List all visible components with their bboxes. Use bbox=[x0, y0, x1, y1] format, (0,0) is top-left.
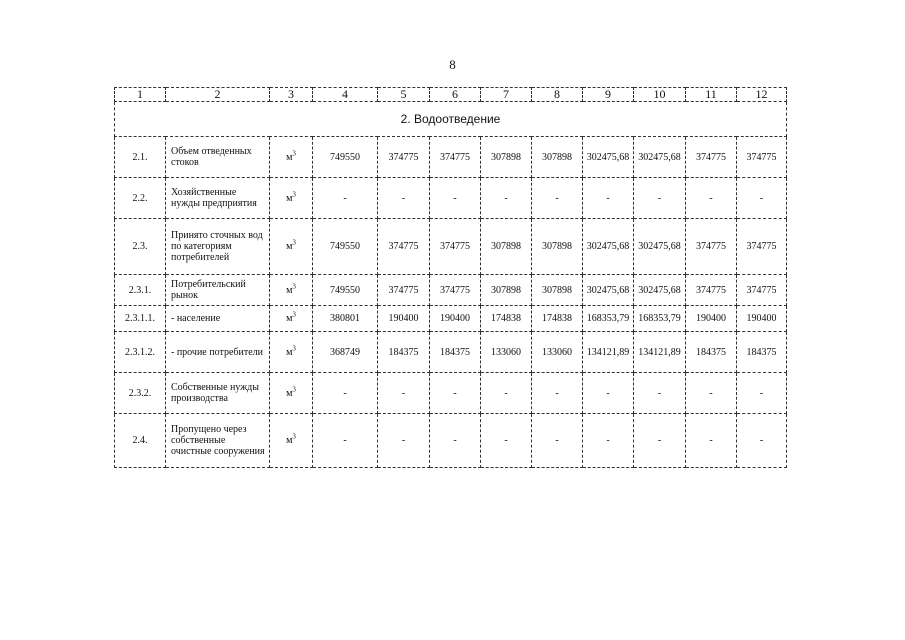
value-cell: - bbox=[634, 373, 686, 414]
row-name: Собственные нужды производства bbox=[166, 373, 270, 414]
value-cell: 184375 bbox=[737, 332, 787, 373]
row-name: Потребительский рынок bbox=[166, 275, 270, 306]
value-cell: 749550 bbox=[313, 275, 378, 306]
value-cell: - bbox=[686, 373, 737, 414]
value-cell: 302475,68 bbox=[634, 137, 686, 178]
value-cell: - bbox=[430, 414, 481, 468]
value-cell: 374775 bbox=[686, 137, 737, 178]
unit-exponent: 3 bbox=[292, 385, 296, 394]
value-cell: - bbox=[686, 178, 737, 219]
unit-base: м bbox=[286, 241, 293, 252]
value-cell: - bbox=[313, 178, 378, 219]
unit-exponent: 3 bbox=[292, 344, 296, 353]
column-index-cell: 1 bbox=[115, 88, 166, 102]
unit-base: м bbox=[286, 192, 293, 204]
row-number: 2.3.2. bbox=[115, 373, 166, 414]
water-disposal-table bbox=[114, 87, 787, 468]
column-index-cell: 12 bbox=[737, 88, 787, 102]
value-cell: 307898 bbox=[481, 275, 532, 306]
value-cell: 307898 bbox=[532, 275, 583, 306]
value-cell: 184375 bbox=[430, 332, 481, 373]
unit-cell bbox=[270, 219, 313, 275]
page-number: 8 bbox=[449, 57, 456, 72]
value-cell: 307898 bbox=[532, 137, 583, 178]
value-cell: 374775 bbox=[430, 219, 481, 275]
table-row bbox=[115, 178, 787, 219]
value-cell: 168353,79 bbox=[634, 306, 686, 332]
value-cell: - bbox=[313, 373, 378, 414]
section-header-row bbox=[115, 102, 787, 137]
column-index-cell: 3 bbox=[270, 88, 313, 102]
column-index-row bbox=[115, 88, 787, 102]
unit-base: м bbox=[286, 346, 293, 358]
table-row bbox=[115, 219, 787, 275]
value-cell: - bbox=[313, 414, 378, 468]
value-cell: - bbox=[430, 373, 481, 414]
unit-exponent: 3 bbox=[292, 149, 296, 158]
value-cell: 307898 bbox=[532, 219, 583, 275]
column-index-cell: 8 bbox=[532, 88, 583, 102]
column-index-cell: 6 bbox=[430, 88, 481, 102]
value-cell: 374775 bbox=[686, 275, 737, 306]
value-cell: 184375 bbox=[686, 332, 737, 373]
table-row bbox=[115, 332, 787, 373]
value-cell: 184375 bbox=[378, 332, 430, 373]
table-row bbox=[115, 137, 787, 178]
value-cell: - bbox=[583, 373, 634, 414]
unit-base: м bbox=[286, 313, 293, 324]
value-cell: 368749 bbox=[313, 332, 378, 373]
unit-cell bbox=[270, 332, 313, 373]
value-cell: - bbox=[634, 414, 686, 468]
row-number: 2.1. bbox=[115, 137, 166, 178]
value-cell: - bbox=[583, 414, 634, 468]
section-title: 2. Водоотведение bbox=[115, 102, 787, 137]
value-cell: - bbox=[532, 178, 583, 219]
value-cell: - bbox=[634, 178, 686, 219]
value-cell: 374775 bbox=[430, 137, 481, 178]
table-row bbox=[115, 414, 787, 468]
unit-cell bbox=[270, 373, 313, 414]
row-name: - прочие потребители bbox=[166, 332, 270, 373]
row-number: 2.3.1.1. bbox=[115, 306, 166, 332]
value-cell: 134121,89 bbox=[583, 332, 634, 373]
column-index-cell: 2 bbox=[166, 88, 270, 102]
value-cell: 374775 bbox=[378, 275, 430, 306]
value-cell: 302475,68 bbox=[634, 219, 686, 275]
value-cell: 190400 bbox=[686, 306, 737, 332]
row-name: Пропущено через собственные очистные сооружения bbox=[166, 414, 270, 468]
column-index-cell: 10 bbox=[634, 88, 686, 102]
value-cell: - bbox=[737, 373, 787, 414]
value-cell: 302475,68 bbox=[583, 137, 634, 178]
value-cell: - bbox=[430, 178, 481, 219]
value-cell: - bbox=[737, 414, 787, 468]
value-cell: 174838 bbox=[481, 306, 532, 332]
unit-exponent: 3 bbox=[292, 310, 296, 319]
value-cell: 302475,68 bbox=[583, 275, 634, 306]
value-cell: 374775 bbox=[430, 275, 481, 306]
value-cell: 134121,89 bbox=[634, 332, 686, 373]
value-cell: - bbox=[532, 373, 583, 414]
value-cell: 168353,79 bbox=[583, 306, 634, 332]
row-name: Объем отведенных стоков bbox=[166, 137, 270, 178]
unit-cell bbox=[270, 178, 313, 219]
row-name: Хозяйственные нужды предприятия bbox=[166, 178, 270, 219]
value-cell: 374775 bbox=[737, 275, 787, 306]
unit-base: м bbox=[286, 387, 293, 399]
unit-exponent: 3 bbox=[292, 282, 296, 291]
unit-base: м bbox=[286, 435, 293, 446]
value-cell: - bbox=[378, 414, 430, 468]
unit-cell bbox=[270, 275, 313, 306]
row-number: 2.3.1.2. bbox=[115, 332, 166, 373]
unit-cell bbox=[270, 306, 313, 332]
column-index-cell: 7 bbox=[481, 88, 532, 102]
unit-exponent: 3 bbox=[292, 238, 296, 247]
value-cell: 374775 bbox=[378, 137, 430, 178]
column-index-cell: 5 bbox=[378, 88, 430, 102]
row-number: 2.4. bbox=[115, 414, 166, 468]
value-cell: 380801 bbox=[313, 306, 378, 332]
row-number: 2.2. bbox=[115, 178, 166, 219]
value-cell: 374775 bbox=[737, 219, 787, 275]
value-cell: 190400 bbox=[378, 306, 430, 332]
value-cell: 749550 bbox=[313, 219, 378, 275]
column-index-cell: 4 bbox=[313, 88, 378, 102]
value-cell: - bbox=[481, 373, 532, 414]
value-cell: 133060 bbox=[481, 332, 532, 373]
row-number: 2.3.1. bbox=[115, 275, 166, 306]
value-cell: 302475,68 bbox=[634, 275, 686, 306]
value-cell: 374775 bbox=[737, 137, 787, 178]
value-cell: - bbox=[532, 414, 583, 468]
value-cell: 190400 bbox=[430, 306, 481, 332]
value-cell: 374775 bbox=[378, 219, 430, 275]
value-cell: - bbox=[583, 178, 634, 219]
value-cell: - bbox=[481, 178, 532, 219]
value-cell: - bbox=[378, 178, 430, 219]
unit-base: м bbox=[286, 151, 293, 163]
table-row bbox=[115, 275, 787, 306]
value-cell: 749550 bbox=[313, 137, 378, 178]
value-cell: 190400 bbox=[737, 306, 787, 332]
value-cell: 307898 bbox=[481, 219, 532, 275]
value-cell: 302475,68 bbox=[583, 219, 634, 275]
value-cell: - bbox=[378, 373, 430, 414]
value-cell: 133060 bbox=[532, 332, 583, 373]
row-number: 2.3. bbox=[115, 219, 166, 275]
unit-cell bbox=[270, 137, 313, 178]
value-cell: 174838 bbox=[532, 306, 583, 332]
row-name: Принято сточных вод по категориям потребителей bbox=[166, 219, 270, 275]
value-cell: - bbox=[737, 178, 787, 219]
table-row bbox=[115, 373, 787, 414]
row-name: - население bbox=[166, 306, 270, 332]
column-index-cell: 9 bbox=[583, 88, 634, 102]
unit-exponent: 3 bbox=[292, 190, 296, 199]
unit-base: м bbox=[286, 284, 293, 296]
value-cell: - bbox=[481, 414, 532, 468]
unit-exponent: 3 bbox=[292, 432, 296, 441]
table-row bbox=[115, 306, 787, 332]
value-cell: - bbox=[686, 414, 737, 468]
column-index-cell: 11 bbox=[686, 88, 737, 102]
value-cell: 307898 bbox=[481, 137, 532, 178]
unit-cell bbox=[270, 414, 313, 468]
value-cell: 374775 bbox=[686, 219, 737, 275]
